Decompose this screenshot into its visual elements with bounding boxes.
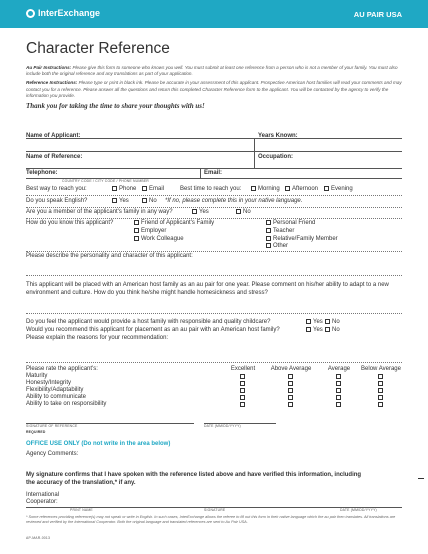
- personality-question: Please describe the personality and character of this applicant:: [26, 253, 193, 259]
- relation-employer-label: Employer: [141, 228, 167, 234]
- family-no-label: No: [243, 209, 251, 215]
- english-question: Do you speak English?: [26, 198, 88, 204]
- recommend-no-label: No: [332, 327, 340, 333]
- checkbox[interactable]: [112, 198, 117, 203]
- time-label: Best time to reach you:: [180, 186, 242, 192]
- date-label: DATE (MM/DD/YYYY): [204, 424, 241, 428]
- rating-checkbox[interactable]: [378, 388, 383, 393]
- required-note: REQUIRED: [26, 430, 46, 434]
- reasons-question: Please explain the reasons for your recommendation:: [26, 335, 169, 341]
- cooperator-label-line2: Cooperator:: [26, 499, 58, 505]
- rating-checkbox[interactable]: [336, 381, 341, 386]
- separator: [26, 251, 402, 252]
- recommend-no-option[interactable]: [325, 327, 340, 333]
- ratings-heading: Please rate the applicant's:: [26, 366, 98, 372]
- cooperator-label: [26, 492, 59, 506]
- rating-checkbox[interactable]: [378, 381, 383, 386]
- signature-label: SIGNATURE OF REFERENCE: [26, 424, 78, 428]
- relation-other-label: Other: [273, 243, 289, 249]
- checkbox[interactable]: [325, 319, 330, 324]
- rating-checkbox[interactable]: [288, 402, 293, 407]
- recommend-yes-label: Yes: [313, 327, 323, 333]
- checkbox[interactable]: [306, 327, 311, 332]
- childcare-no-option[interactable]: [325, 319, 340, 325]
- rating-checkbox[interactable]: [288, 374, 293, 379]
- checkbox[interactable]: [142, 186, 147, 191]
- brand-name: InterExchange: [38, 8, 101, 18]
- reach-label: Best way to reach you:: [26, 186, 87, 192]
- checkbox[interactable]: [306, 319, 311, 324]
- program-name: AU PAIR USA: [353, 10, 402, 19]
- rating-checkbox[interactable]: [288, 395, 293, 400]
- checkbox[interactable]: [266, 228, 271, 233]
- english-note: *If no, please complete this in your native language.: [165, 198, 303, 204]
- checkbox[interactable]: [251, 186, 256, 191]
- time-morning-option[interactable]: [251, 186, 280, 192]
- checkbox[interactable]: [134, 228, 139, 233]
- reach-email-option[interactable]: [142, 186, 164, 192]
- relation-other-option[interactable]: [266, 243, 288, 249]
- family-question: Are you a member of the applicant's family in any way?: [26, 209, 173, 215]
- checkbox[interactable]: [142, 198, 147, 203]
- relation-relative-option[interactable]: [266, 236, 338, 242]
- reference-name-field[interactable]: [26, 168, 402, 169]
- personality-answer-field[interactable]: [26, 275, 402, 276]
- rating-col-above-average: Above Average: [270, 366, 312, 372]
- relation-teacher-option[interactable]: [266, 228, 294, 234]
- rating-col-below-average: Below Average: [361, 366, 401, 372]
- grid-divider-bottom: [200, 168, 201, 178]
- childcare-yes-option[interactable]: [306, 319, 323, 325]
- rating-row-flexibility: Flexibility/Adaptability: [26, 387, 84, 393]
- applicant-name-label: Name of Applicant:: [26, 133, 81, 139]
- years-known-label: Years Known:: [258, 133, 298, 139]
- checkbox[interactable]: [236, 209, 241, 214]
- relation-family-friend-option[interactable]: [134, 220, 214, 226]
- form-code: AP-MAR-0013: [26, 536, 51, 540]
- time-afternoon-option[interactable]: [285, 186, 318, 192]
- checkbox[interactable]: [192, 209, 197, 214]
- rating-checkbox[interactable]: [336, 388, 341, 393]
- occupation-label: Occupation:: [258, 154, 294, 160]
- rating-checkbox[interactable]: [336, 374, 341, 379]
- relation-personal-friend-option[interactable]: [266, 220, 315, 226]
- checkbox[interactable]: [266, 220, 271, 225]
- relation-personal-friend-label: Personal Friend: [273, 220, 316, 226]
- english-note-text: If no, please complete this in your native language.: [167, 198, 303, 204]
- childcare-no-label: No: [332, 319, 340, 325]
- reasons-answer-field[interactable]: [26, 362, 402, 363]
- checkbox[interactable]: [134, 236, 139, 241]
- grid-top-line: [26, 138, 402, 139]
- rating-col-excellent: Excellent: [230, 366, 256, 372]
- thanks-note: Thank you for taking the time to share your thoughts with us!: [26, 102, 205, 111]
- au-pair-instructions-label: Au Pair Instructions:: [26, 65, 72, 70]
- time-morning-label: Morning: [258, 186, 280, 192]
- page-title: Character Reference: [26, 40, 170, 57]
- family-no-option[interactable]: [236, 209, 251, 215]
- relation-employer-option[interactable]: [134, 228, 166, 234]
- separator: [26, 218, 402, 219]
- childcare-yes-label: Yes: [313, 319, 323, 325]
- rating-checkbox[interactable]: [336, 402, 341, 407]
- reach-phone-label: Phone: [119, 186, 137, 192]
- cooperator-label-line1: International: [26, 492, 60, 498]
- rating-row-communication: Ability to communicate: [26, 394, 87, 400]
- page-edge-mark: [418, 478, 424, 479]
- rating-checkbox[interactable]: [240, 388, 245, 393]
- applicant-name-field[interactable]: [26, 151, 402, 152]
- reference-instructions-text: Please type or print in black ink. Please be accurate in your assessment of this applicant. Prospective American host families will read your comments and may contact you for a reference. Please answer all the questions and return this completed Character Reference form to the applicant. You will be contacted by the agency to verify the information you provide.: [26, 80, 402, 98]
- reference-name-label: Name of Reference:: [26, 154, 83, 160]
- cooperator-date-label: DATE (MM/DD/YYYY): [340, 508, 377, 512]
- rating-checkbox[interactable]: [240, 395, 245, 400]
- placement-answer-field[interactable]: [26, 313, 402, 314]
- relation-relative-label: Relative/Family Member: [273, 236, 338, 242]
- form-sheet: [26, 40, 402, 110]
- rating-checkbox[interactable]: [288, 388, 293, 393]
- rating-checkbox[interactable]: [378, 402, 383, 407]
- reach-phone-option[interactable]: [112, 186, 136, 192]
- email-label: Email:: [204, 170, 223, 176]
- checkbox[interactable]: [112, 186, 117, 191]
- rating-checkbox[interactable]: [240, 381, 245, 386]
- office-use-heading: OFFICE USE ONLY (Do not write in the area below): [26, 441, 171, 447]
- placement-question: This applicant will be placed with an American host family as an au pair for one year. Please comment on his/her ability to adapt to a new environment and culture. How do you think he/she might handle homesickness and stress?: [26, 282, 389, 296]
- english-yes-option[interactable]: [112, 198, 129, 204]
- relation-colleague-label: Work Colleague: [141, 236, 184, 242]
- cooperator-signature-label: SIGNATURE: [204, 508, 226, 512]
- childcare-question: Do you feel the applicant would provide a host family with responsible and quality childcare?: [26, 319, 271, 325]
- checkbox[interactable]: [325, 327, 330, 332]
- reach-email-label: Email: [149, 186, 165, 192]
- relation-family-friend-label: Friend of Applicant's Family: [141, 220, 215, 226]
- rating-checkbox[interactable]: [336, 395, 341, 400]
- family-yes-label: Yes: [199, 209, 209, 215]
- recommend-question: Would you recommend this applicant for placement as an au pair with an American host family?: [26, 327, 280, 333]
- checkbox[interactable]: [266, 243, 271, 248]
- relation-teacher-label: Teacher: [273, 228, 295, 234]
- separator: [26, 195, 402, 196]
- relation-question: How do you know this applicant?: [26, 220, 114, 226]
- time-evening-option[interactable]: [324, 186, 353, 192]
- confirmation-statement: My signature confirms that I have spoken with the reference listed above and have verified this information, including the accuracy of the translation,* if any.: [26, 472, 362, 486]
- rating-checkbox[interactable]: [378, 374, 383, 379]
- au-pair-instructions: [26, 65, 402, 77]
- time-afternoon-label: Afternoon: [292, 186, 319, 192]
- grid-divider-top: [254, 138, 255, 168]
- translation-footnote: * Some references providing reference(s) may not speak or write in English. In such cases, InterExchange allows the referee to fill out this form in their native language which the au pair then translates. All translations are reviewed and verified by the International Cooperator. Both the original language and translated references are sent to Au Pair USA.: [26, 515, 396, 524]
- reference-instructions: [26, 80, 402, 99]
- english-no-option[interactable]: [142, 198, 157, 204]
- checkbox[interactable]: [134, 220, 139, 225]
- rating-checkbox[interactable]: [288, 381, 293, 386]
- header-bar: [0, 0, 428, 28]
- rating-row-responsibility: Ability to take on responsibility: [26, 401, 107, 407]
- brand-logo-icon: [26, 9, 35, 18]
- agency-comments-label: Agency Comments:: [26, 451, 79, 457]
- brand-logo: [26, 8, 100, 18]
- phone-format-hint: COUNTRY CODE / CITY CODE / PHONE NUMBER: [62, 179, 149, 183]
- rating-row-maturity: Maturity: [26, 373, 48, 379]
- checkbox[interactable]: [285, 186, 290, 191]
- rating-checkbox[interactable]: [378, 395, 383, 400]
- telephone-label: Telephone:: [26, 170, 58, 176]
- print-name-label: PRINT NAME: [70, 508, 93, 512]
- time-evening-label: Evening: [331, 186, 353, 192]
- checkbox[interactable]: [324, 186, 329, 191]
- separator: [26, 207, 402, 208]
- reference-instructions-label: Reference Instructions:: [26, 80, 78, 86]
- rating-col-average: Average: [327, 366, 351, 372]
- recommend-yes-option[interactable]: [306, 327, 323, 333]
- au-pair-instructions-text: Please give this form to someone who knows you well. You must submit at least one reference from a person who is not a member of your family. You must also include both the original reference and any translations as part of your application.: [26, 65, 398, 77]
- family-yes-option[interactable]: [192, 209, 209, 215]
- rating-row-honesty: Honesty/Integrity: [26, 380, 72, 386]
- english-no-label: No: [149, 198, 157, 204]
- relation-colleague-option[interactable]: [134, 236, 184, 242]
- english-yes-label: Yes: [119, 198, 129, 204]
- checkbox[interactable]: [266, 236, 271, 241]
- rating-checkbox[interactable]: [240, 402, 245, 407]
- rating-checkbox[interactable]: [240, 374, 245, 379]
